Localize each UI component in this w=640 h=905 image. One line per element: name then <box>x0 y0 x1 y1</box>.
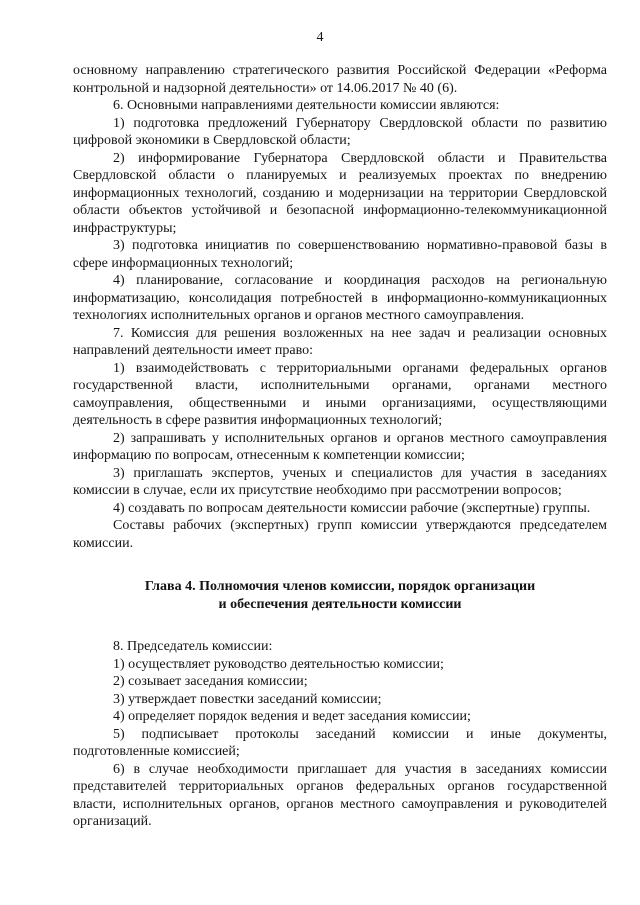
chapter-heading-line-1: Глава 4. Полномочия членов комиссии, порядок организации <box>144 579 536 594</box>
paragraph: 3) подготовка инициатив по совершенствованию нормативно-правовой базы в сфере информационных технологий; <box>73 238 607 271</box>
paragraph: 2) созывает заседания комиссии; <box>113 674 308 689</box>
paragraph: 1) взаимодействовать с территориальными органами федеральных органов государственной власти, исполнительными органами, органами местного самоуправления, общественными и иными организациями, осуществляющими деятельность в сфере развития информационных технологий; <box>73 360 607 428</box>
paragraph: 5) подписывает протоколы заседаний комиссии и иные документы, подготовленные комиссией; <box>73 726 607 759</box>
paragraph: 3) утверждает повестки заседаний комиссии; <box>113 691 382 707</box>
paragraph: 4) определяет порядок ведения и ведет заседания комиссии; <box>113 709 471 724</box>
paragraph: 2) запрашивать у исполнительных органов и органов местного самоуправления информацию по вопросам, отнесенным к компетенции комиссии; <box>73 430 607 463</box>
paragraph: 6. Основными направлениями деятельности комиссии являются: <box>113 98 500 113</box>
paragraph: 1) подготовка предложений Губернатору Свердловской области по развитию цифровой экономики в Свердловской области; <box>73 115 607 148</box>
paragraph: 4) планирование, согласование и координация расходов на региональную информатизацию, консолидация потребностей в информационно-коммуникационных технологиях исполнительных органов и органов местного самоуправления. <box>73 273 607 323</box>
paragraph: 1) осуществляет руководство деятельностью комиссии; <box>113 656 444 672</box>
paragraph: 2) информирование Губернатора Свердловской области и Правительства Свердловской области о планируемых и реализуемых проектах по внедрению информационных технологий, созданию и модернизации на территории Свердловской области объектов устойчивой и безопасной информационно-телекоммуникационной инфраструктуры; <box>73 150 607 236</box>
paragraph: 6) в случае необходимости приглашает для участия в заседаниях комиссии представителей территориальных органов федеральных органов государственной власти, исполнительных органов, органов местного самоуправления и руководителей организаций. <box>73 761 607 829</box>
paragraph: Составы рабочих (экспертных) групп комиссии утверждаются председателем комиссии. <box>73 518 607 551</box>
paragraph: основному направлению стратегического развития Российской Федерации «Реформа контрольной и надзорной деятельности» от 14.06.2017 № 40 (6). <box>73 63 607 96</box>
paragraph: 7. Комиссия для решения возложенных на нее задач и реализации основных направлений деятельности имеет право: <box>73 325 607 358</box>
page-number: 4 <box>316 30 324 45</box>
section-before-heading <box>73 62 607 552</box>
paragraph: 8. Председатель комиссии: <box>113 639 273 654</box>
paragraph: 3) приглашать экспертов, ученых и специалистов для участия в заседаниях комиссии в случае, если их присутствие необходимо при рассмотрении вопросов; <box>73 465 607 498</box>
chapter-heading-line-2: и обеспечения деятельности комиссии <box>218 597 462 612</box>
section-after-heading <box>73 638 607 831</box>
paragraph: 4) создавать по вопросам деятельности комиссии рабочие (экспертные) группы. <box>113 500 591 516</box>
chapter-heading <box>73 578 607 614</box>
document-body <box>73 62 607 831</box>
